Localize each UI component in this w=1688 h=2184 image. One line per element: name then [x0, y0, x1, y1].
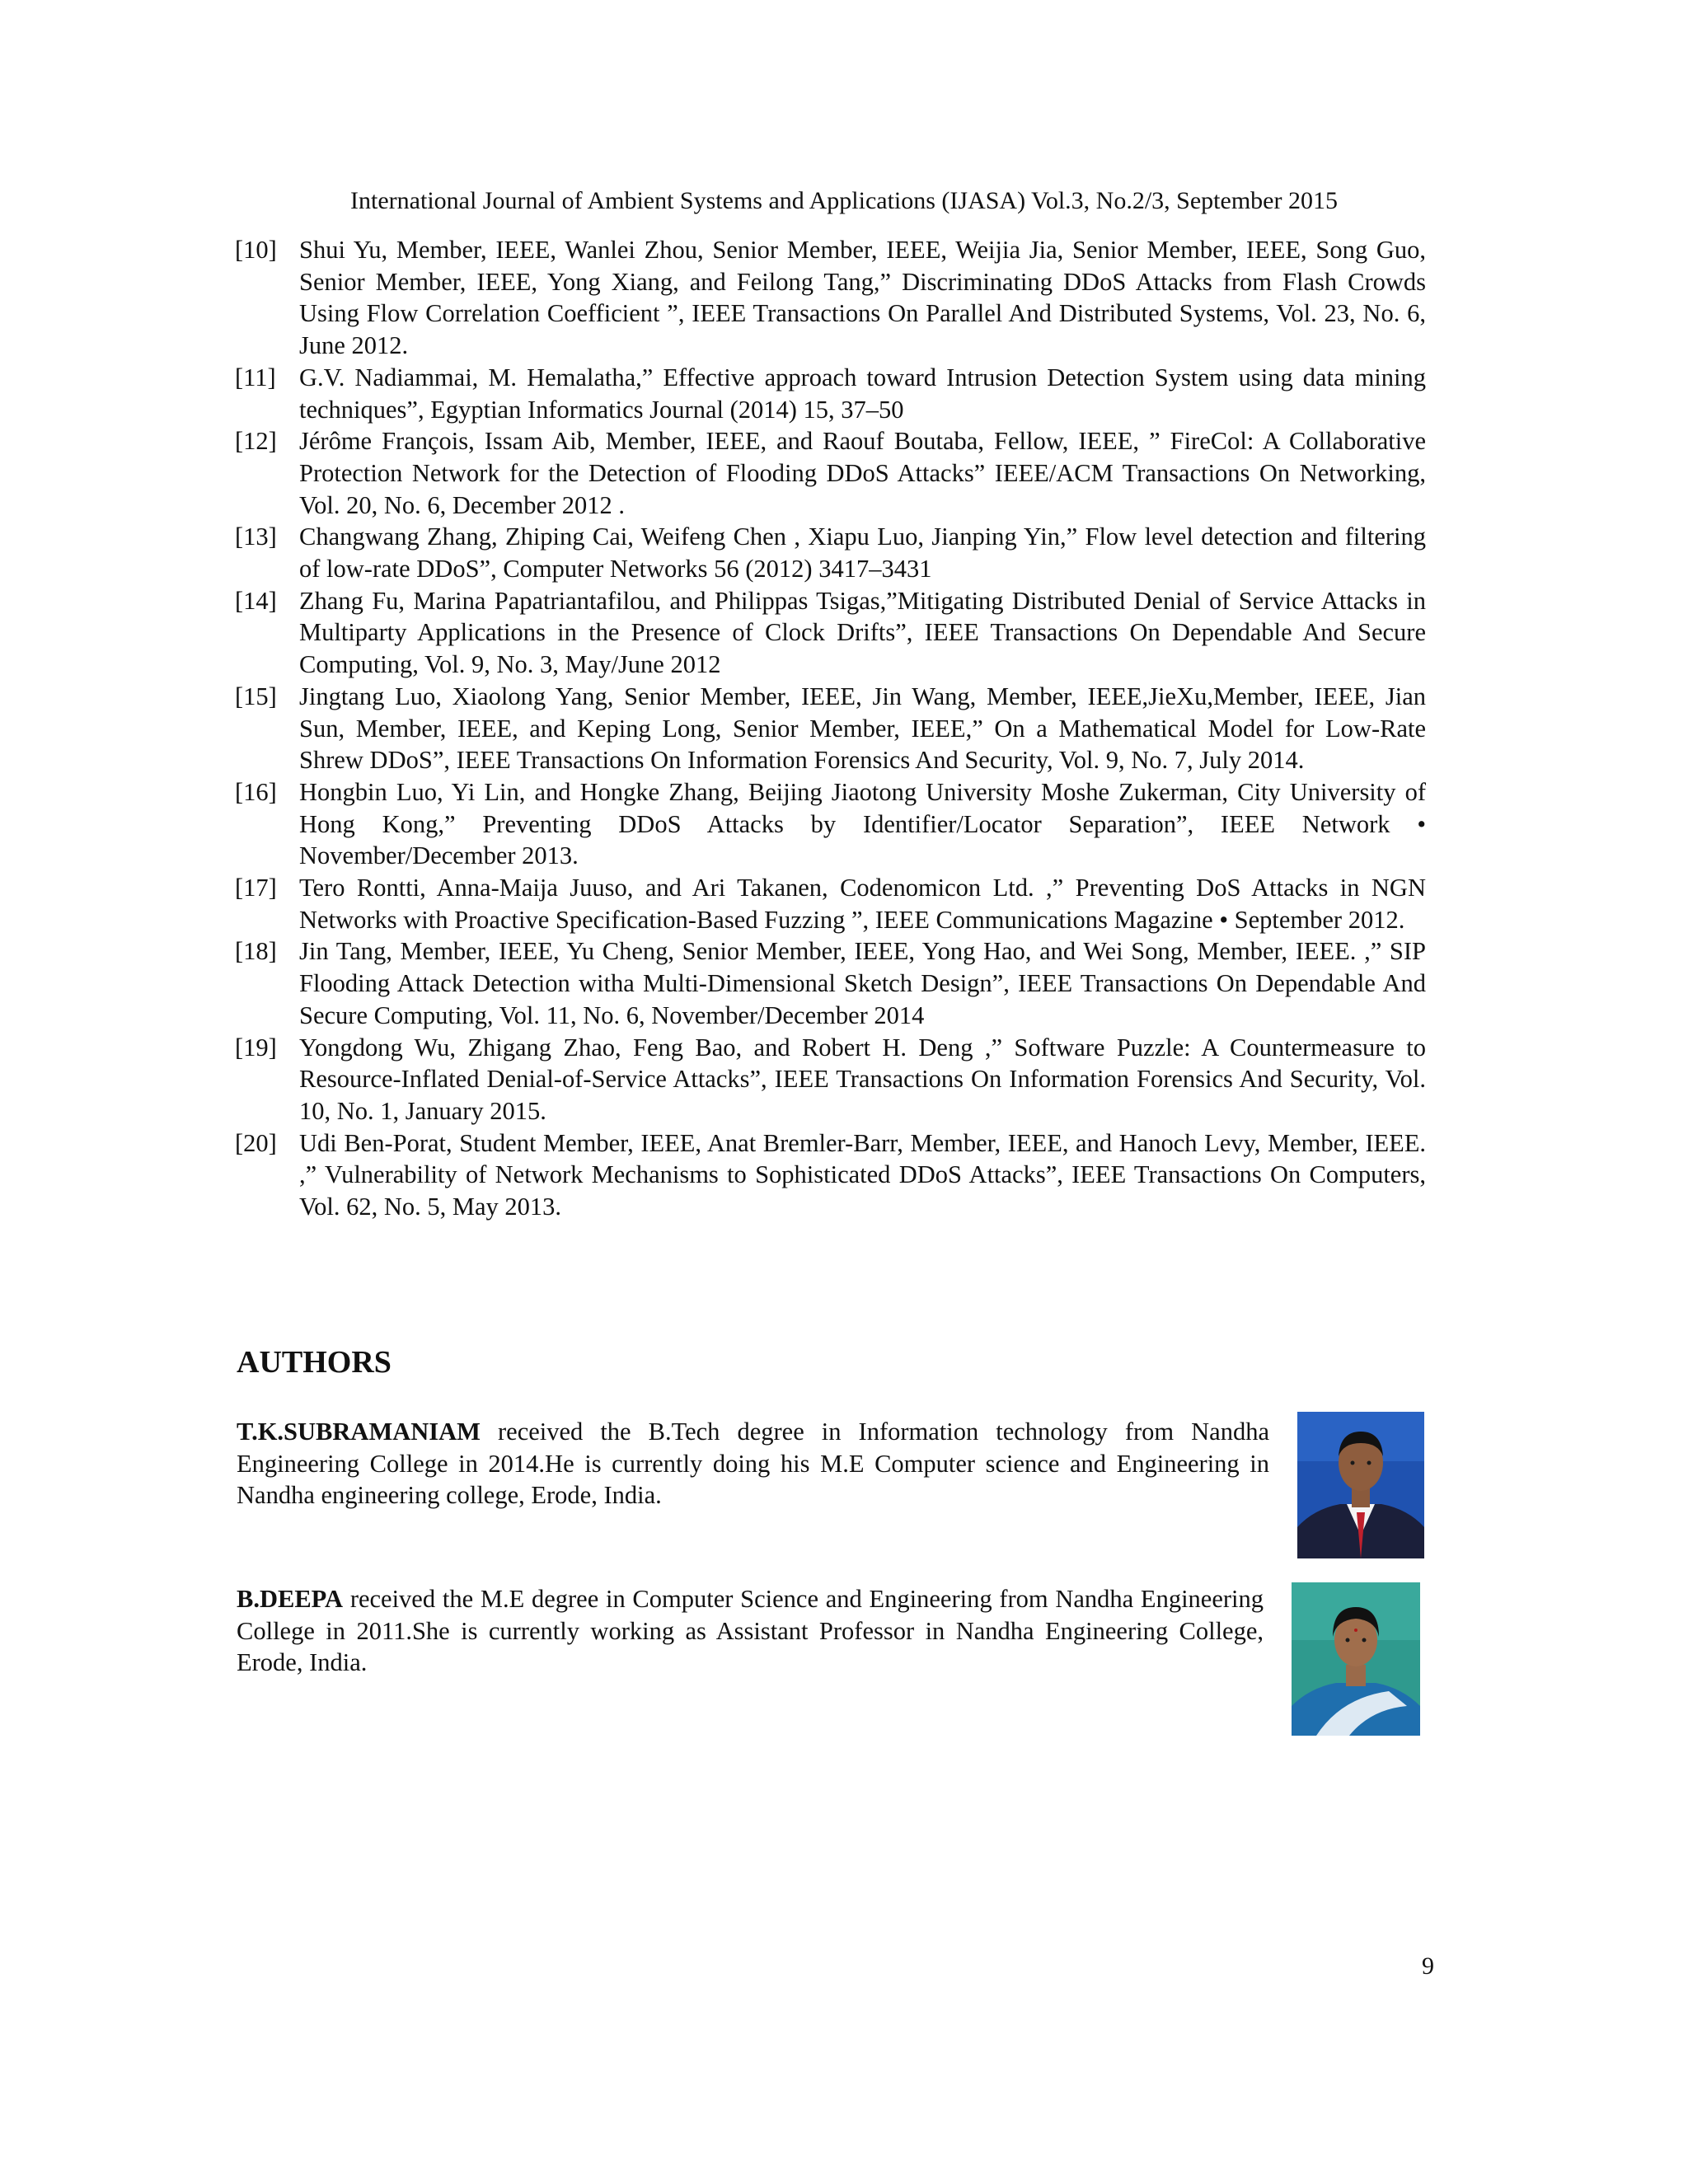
reference-item: [235, 681, 1426, 776]
running-header: International Journal of Ambient Systems and Applications (IJASA) Vol.3, No.2/3, September 2015: [350, 187, 1338, 214]
reference-text: Zhang Fu, Marina Papatriantafilou, and Philippas Tsigas,”Mitigating Distributed Denial of Service Attacks in Multiparty Applications in the Presence of Clock Drifts”, IEEE Transactions On Dependable And Secure Computing, Vol. 9, No. 3, May/June 2012: [299, 586, 1426, 679]
reference-item: [235, 585, 1426, 681]
author-bio-text: received the M.E degree in Computer Science and Engineering from Nandha Engineering College in 2011.She is currently working as Assistant Professor in Nandha Engineering College, Erode, India.: [237, 1585, 1264, 1677]
reference-text: Jin Tang, Member, IEEE, Yu Cheng, Senior Member, IEEE, Yong Hao, and Wei Song, Member, IEEE. ,” SIP Flooding Attack Detection witha Multi-Dimensional Sketch Design”, IEEE Transactions On Dependable And Secure Computing, Vol. 11, No. 6, November/December 2014: [299, 937, 1426, 1029]
reference-number: [18]: [235, 937, 277, 966]
reference-item: [235, 425, 1426, 521]
reference-item: [235, 1127, 1426, 1223]
reference-number: [19]: [235, 1033, 277, 1062]
portrait-image: [1297, 1412, 1424, 1558]
authors-heading: AUTHORS: [237, 1345, 392, 1380]
reference-text: Yongdong Wu, Zhigang Zhao, Feng Bao, and Robert H. Deng ,” Software Puzzle: A Countermeasure to Resource-Inflated Denial-of-Service Attacks”, IEEE Transactions On Information Forensics And Security, Vol. 10, No. 1, January 2015.: [299, 1033, 1426, 1125]
reference-text: Jérôme François, Issam Aib, Member, IEEE, and Raouf Boutaba, Fellow, IEEE, ” FireCol: A Collaborative Protection Network for the Detection of Flooding DDoS Attacks” IEEE/ACM Transactions On Networking, Vol. 20, No. 6, December 2012 .: [299, 427, 1426, 519]
author-photo: [1292, 1582, 1420, 1736]
reference-text: G.V. Nadiammai, M. Hemalatha,” Effective approach toward Intrusion Detection System using data mining techniques”, Egyptian Informatics Journal (2014) 15, 37–50: [299, 363, 1426, 424]
reference-item: [235, 521, 1426, 584]
reference-number: [20]: [235, 1128, 277, 1157]
reference-number: [11]: [235, 363, 276, 391]
reference-item: [235, 872, 1426, 935]
reference-item: [235, 234, 1426, 362]
reference-number: [15]: [235, 682, 277, 710]
reference-text: Jingtang Luo, Xiaolong Yang, Senior Member, IEEE, Jin Wang, Member, IEEE,JieXu,Member, IEEE, Jian Sun, Member, IEEE, and Keping Long, Senior Member, IEEE,” On a Mathematical Model for Low-Rate Shrew DDoS”, IEEE Transactions On Information Forensics And Security, Vol. 9, No. 7, July 2014.: [299, 682, 1426, 775]
reference-text: Changwang Zhang, Zhiping Cai, Weifeng Chen , Xiapu Luo, Jianping Yin,” Flow level detection and filtering of low-rate DDoS”, Computer Networks 56 (2012) 3417–3431: [299, 523, 1426, 583]
reference-item: [235, 1032, 1426, 1127]
reference-item: [235, 935, 1426, 1031]
reference-text: Shui Yu, Member, IEEE, Wanlei Zhou, Senior Member, IEEE, Weijia Jia, Senior Member, IEEE, Song Guo, Senior Member, IEEE, Yong Xiang, and Feilong Tang,” Discriminating DDoS Attacks from Flash Crowds Using Flow Correlation Coefficient ”, IEEE Transactions On Parallel And Distributed Systems, Vol. 23, No. 6, June 2012.: [299, 236, 1426, 360]
reference-text: Tero Rontti, Anna-Maija Juuso, and Ari Takanen, Codenomicon Ltd. ,” Preventing DoS Attacks in NGN Networks with Proactive Specification-Based Fuzzing ”, IEEE Communications Magazine • September 2012.: [299, 874, 1426, 934]
author-bio: [237, 1416, 1269, 1511]
reference-number: [17]: [235, 874, 277, 902]
reference-number: [10]: [235, 236, 277, 264]
author-bio-text: received the B.Tech degree in Information technology from Nandha Engineering College in 2014.He is currently doing his M.E Computer science and Engineering in Nandha engineering college, Erode, India.: [237, 1418, 1269, 1510]
reference-number: [16]: [235, 777, 277, 806]
author-name: T.K.SUBRAMANIAM: [237, 1418, 481, 1446]
reference-item: [235, 776, 1426, 872]
portrait-image: [1292, 1582, 1420, 1736]
author-photo: [1297, 1412, 1424, 1558]
page-number: 9: [1422, 1952, 1434, 1980]
reference-text: Udi Ben-Porat, Student Member, IEEE, Anat Bremler-Barr, Member, IEEE, and Hanoch Levy, Member, IEEE. ,” Vulnerability of Network Mechanisms to Sophisticated DDoS Attacks”, IEEE Transactions On Computers, Vol. 62, No. 5, May 2013.: [299, 1128, 1426, 1221]
reference-list: [235, 234, 1426, 1223]
author-name: B.DEEPA: [237, 1585, 344, 1613]
reference-number: [14]: [235, 586, 277, 615]
author-bio: [237, 1583, 1264, 1679]
reference-number: [12]: [235, 427, 277, 456]
reference-item: [235, 362, 1426, 425]
reference-number: [13]: [235, 523, 277, 551]
reference-text: Hongbin Luo, Yi Lin, and Hongke Zhang, Beijing Jiaotong University Moshe Zukerman, City University of Hong Kong,” Preventing DDoS Attacks by Identifier/Locator Separation”, IEEE Network • November/December 2013.: [299, 777, 1426, 870]
